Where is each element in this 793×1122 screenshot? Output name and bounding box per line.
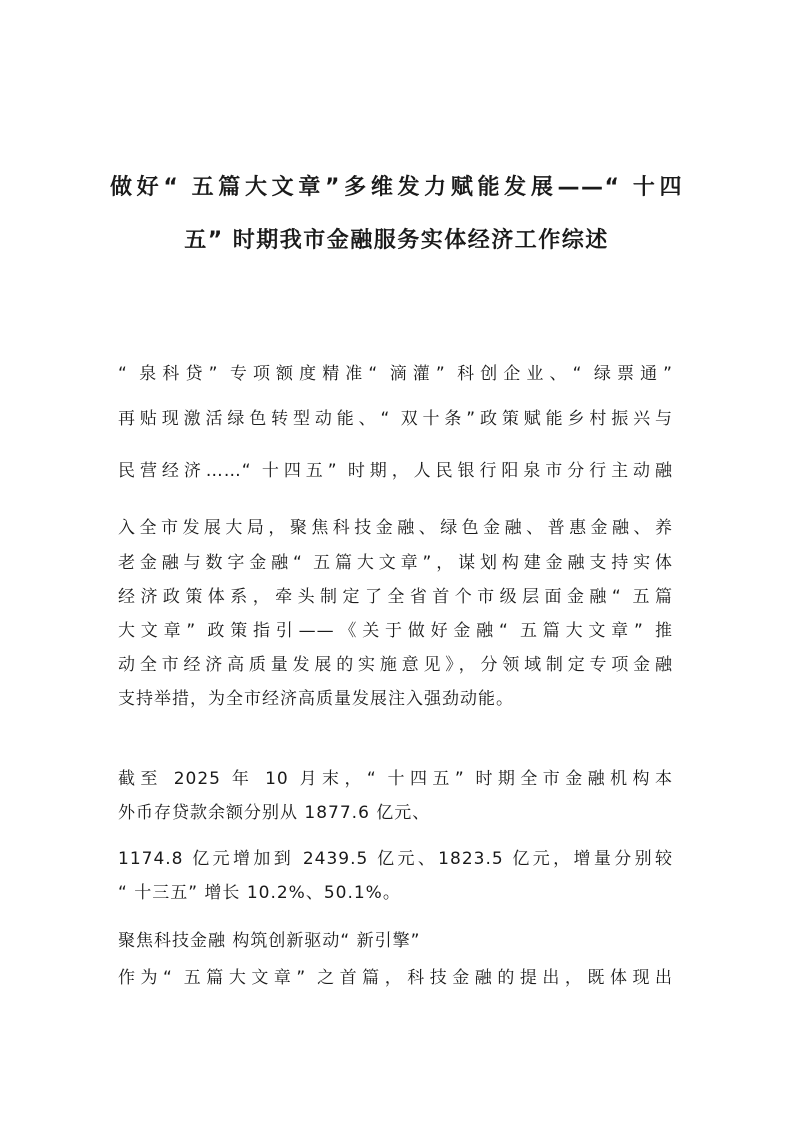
body-line-13: “ 十三五” 增长 10.2%、50.1%。 bbox=[118, 883, 401, 903]
body-line-6: 经济政策体系，牵头制定了全省首个市级层面金融“ 五篇 bbox=[118, 587, 673, 607]
article-title-line-2: 五” 时期我市金融服务实体经济工作综述 bbox=[184, 228, 609, 253]
body-line-8: 动全市经济高质量发展的实施意见》，分领域制定专项金融 bbox=[118, 655, 673, 675]
body-line-9: 支持举措，为全市经济高质量发展注入强劲动能。 bbox=[118, 689, 514, 709]
body-line-7: 大文章” 政策指引——《关于做好金融“ 五篇大文章” 推 bbox=[118, 621, 673, 641]
body-line-2: 再贴现激活绿色转型动能、“ 双十条”政策赋能乡村振兴与 bbox=[118, 409, 673, 429]
body-line-15: 作为“ 五篇大文章” 之首篇，科技金融的提出，既体现出 bbox=[118, 968, 673, 988]
article-title-line-1: 做好“ 五篇大文章”多维发力赋能发展——“ 十四 bbox=[110, 175, 683, 200]
body-line-12: 1174.8 亿元增加到 2439.5 亿元、1823.5 亿元，增量分别较 bbox=[118, 849, 673, 869]
body-line-5: 老金融与数字金融“ 五篇大文章”，谋划构建金融支持实体 bbox=[118, 553, 673, 573]
body-line-10: 截至 2025 年 10 月末，“ 十四五” 时期全市金融机构本 bbox=[118, 769, 673, 789]
body-line-4: 入全市发展大局，聚焦科技金融、绿色金融、普惠金融、养 bbox=[118, 518, 673, 538]
body-line-1: “ 泉科贷” 专项额度精准“ 滴灌” 科创企业、“ 绿票通” bbox=[118, 364, 673, 384]
body-line-3: 民营经济……“ 十四五” 时期，人民银行阳泉市分行主动融 bbox=[118, 461, 673, 481]
body-line-11: 外币存贷款余额分别从 1877.6 亿元、 bbox=[118, 803, 431, 823]
body-line-14: 聚焦科技金融 构筑创新驱动“ 新引擎” bbox=[118, 931, 421, 951]
